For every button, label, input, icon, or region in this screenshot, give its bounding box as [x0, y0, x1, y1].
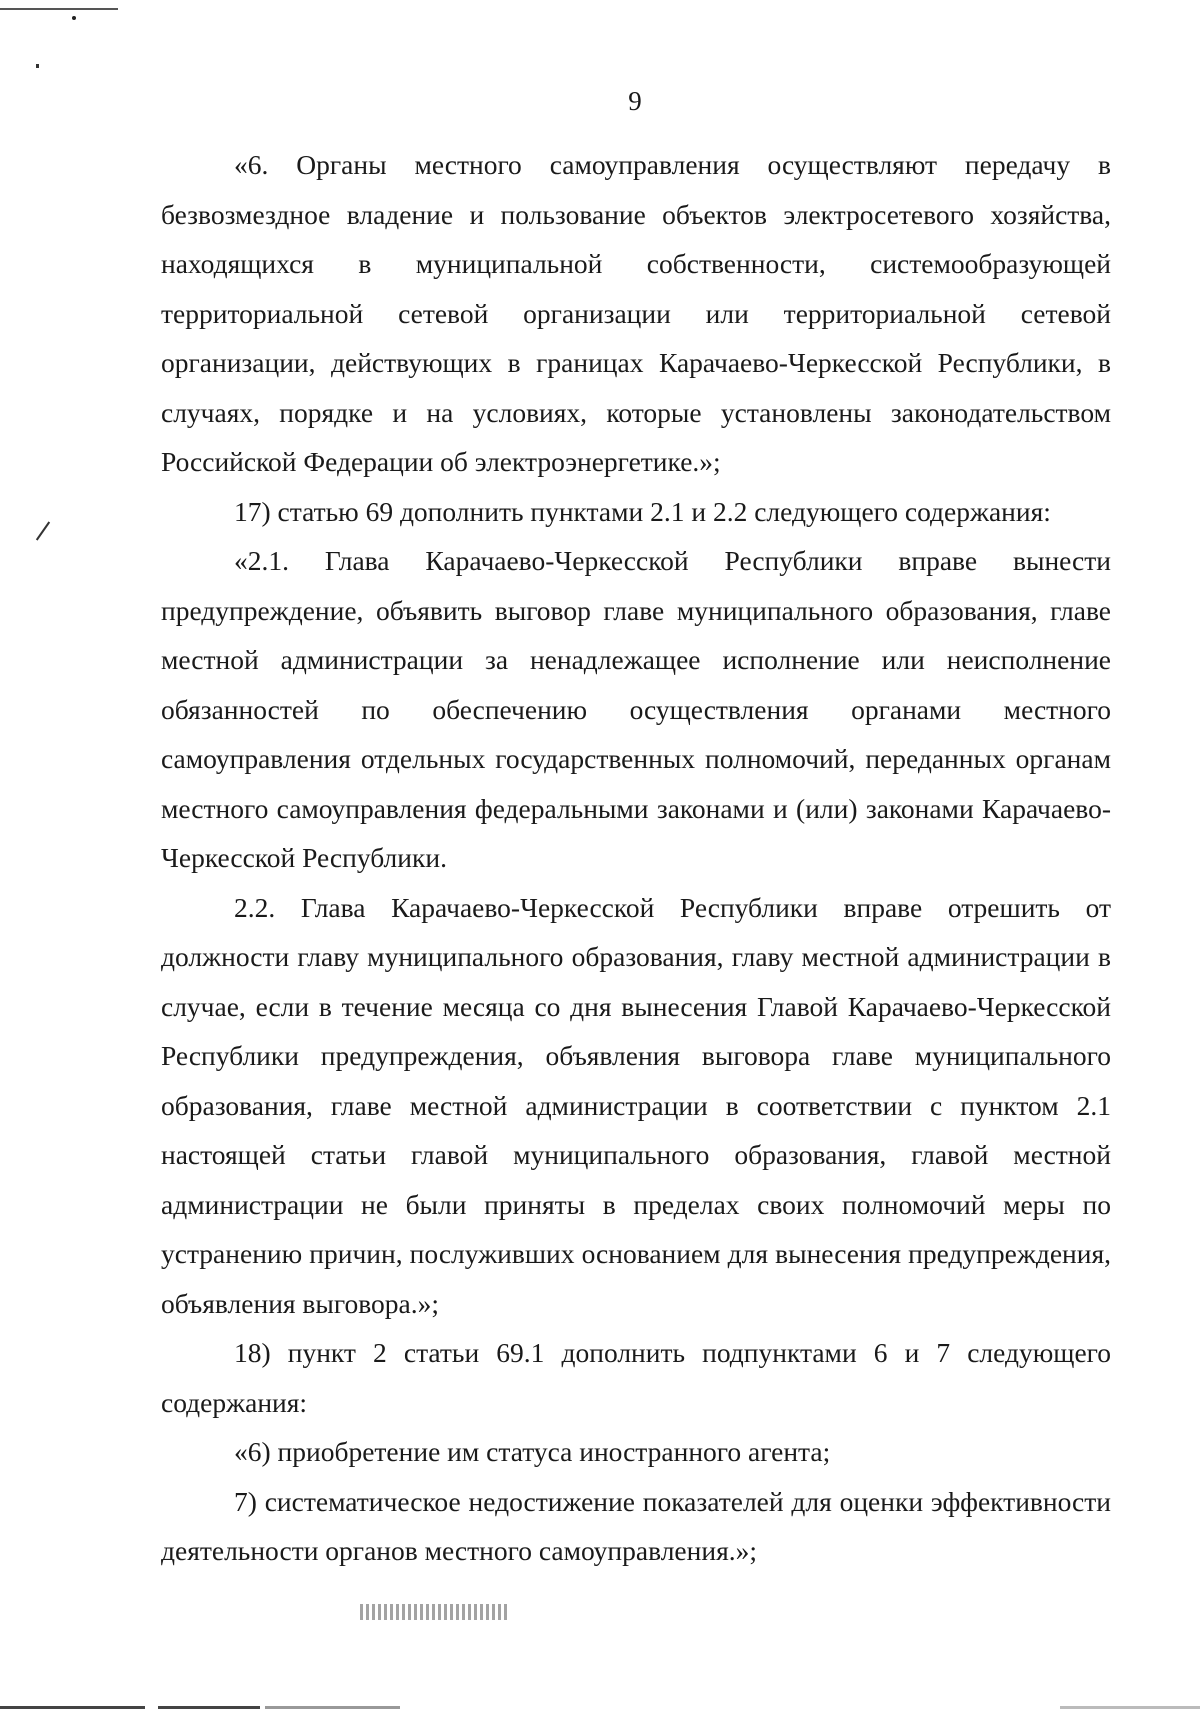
scan-artifact-tick — [36, 521, 50, 540]
page-number: 9 — [628, 86, 642, 116]
scan-artifact-bottom-rule — [0, 1706, 1200, 1709]
scan-artifact-top-rule — [0, 8, 118, 10]
scan-artifact-dot — [72, 16, 76, 20]
document-body — [161, 140, 1111, 1576]
scan-artifact-dot — [36, 64, 39, 68]
paragraph-item-17: 17) статью 69 дополнить пунктами 2.1 и 2.2 следующего содержания: — [234, 495, 1051, 527]
paragraph-item-18: 18) пункт 2 статьи 69.1 дополнить подпунктами 6 и 7 следующего содержания: — [161, 1337, 1111, 1418]
paragraph-clause-2-2: 2.2. Глава Карачаево-Черкесской Республики вправе отрешить от должности главу муниципального образования, главу местной администрации в случае, если в течение месяца со дня вынесения Главой Карачаево-Черкесской Республики предупреждения, объявления выговора главе муниципального образования, главе местной администрации в соответствии с пунктом 2.1 настоящей статьи главой муниципального образования, главой местной администрации не были приняты в пределах своих полномочий меры по устранению причин, послуживших основанием для вынесения предупреждения, объявления выговора.»; — [161, 891, 1111, 1319]
paragraph-subclause-6: «6) приобретение им статуса иностранного агента; — [234, 1436, 831, 1467]
paragraph-clause-2-1: «2.1. Глава Карачаево-Черкесской Республики вправе вынести предупреждение, объявить выговор главе муниципального образования, главе местной администрации за ненадлежащее исполнение или неисполнение обязанностей по обеспечению осуществления органами местного самоуправления отдельных государственных полномочий, переданных органам местного самоуправления федеральными законами и (или) законами Карачаево-Черкесской Республики. — [161, 545, 1111, 873]
paragraph-clause-6: «6. Органы местного самоуправления осуществляют передачу в безвозмездное владение и пользование объектов электросетевого хозяйства, находящихся в муниципальной собственности, системообразующей территориальной сетевой организации или территориальной сетевой организации, действующих в границах Карачаево-Черкесской Республики, в случаях, порядке и на условиях, которые установлены законодательством Российской Федерации об электроэнергетике.»; — [161, 149, 1111, 477]
paragraph-subclause-7: 7) систематическое недостижение показателей для оценки эффективности деятельности органов местного самоуправления.»; — [161, 1485, 1111, 1566]
scan-artifact-smudge — [360, 1604, 510, 1620]
